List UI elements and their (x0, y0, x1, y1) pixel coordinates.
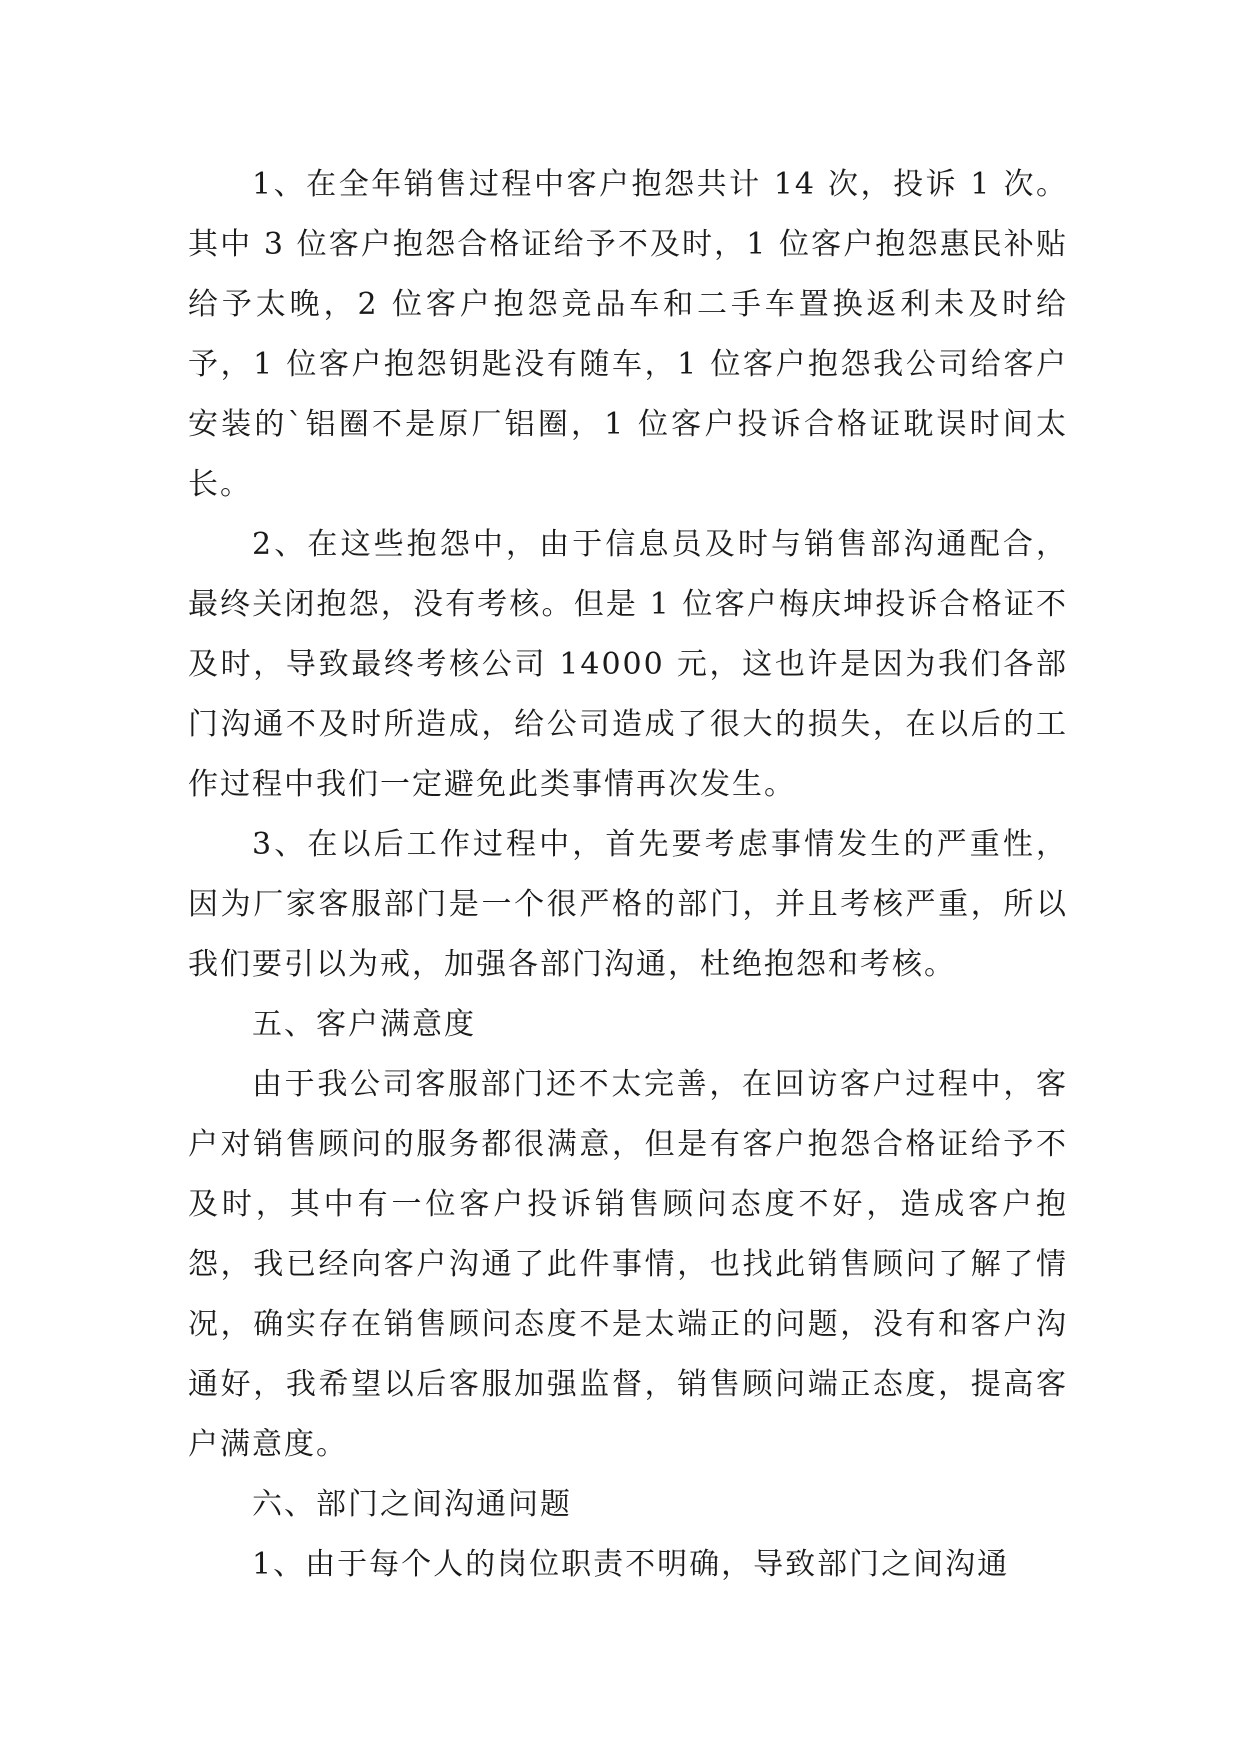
paragraph-future-work: 3、在以后工作过程中，首先要考虑事情发生的严重性，因为厂家客服部门是一个很严格的部门，并且考核严重，所以我们要引以为戒，加强各部门沟通，杜绝抱怨和考核。 (188, 827, 1068, 982)
paragraph-customer-satisfaction: 由于我公司客服部门还不太完善，在回访客户过程中，客户对销售顾问的服务都很满意，但是有客户抱怨合格证给予不及时，其中有一位客户投诉销售顾问态度不好，造成客户抱怨，我已经向客户沟通了此件事情，也找此销售顾问了解了情况，确实存在销售顾问态度不是太端正的问题，没有和客户沟通好，我希望以后客服加强监督，销售顾问端正态度，提高客户满意度。 (188, 1067, 1068, 1462)
paragraph-complaints-summary: 1、在全年销售过程中客户抱怨共计 14 次，投诉 1 次。其中 3 位客户抱怨合格证给予不及时，1 位客户抱怨惠民补贴给予太晚，2 位客户抱怨竞品车和二手车置换返利未及时给予，1 位客户抱怨钥匙没有随车，1 位客户抱怨我公司给客户安装的`铝圈不是原厂铝圈，1 位客户投诉合格证耽误时间太长。 (188, 167, 1068, 502)
section-heading-customer-satisfaction: 五、客户满意度 (252, 1007, 476, 1042)
section-heading-department-communication: 六、部门之间沟通问题 (252, 1487, 572, 1522)
document-body (188, 155, 1068, 1595)
paragraph-department-communication: 1、由于每个人的岗位职责不明确，导致部门之间沟通 (252, 1547, 1010, 1582)
paragraph-complaints-handling: 2、在这些抱怨中，由于信息员及时与销售部沟通配合，最终关闭抱怨，没有考核。但是 1 位客户梅庆坤投诉合格证不及时，导致最终考核公司 14000 元，这也许是因为我们各部门沟通不及时所造成，给公司造成了很大的损失，在以后的工作过程中我们一定避免此类事情再次发生。 (188, 527, 1068, 802)
